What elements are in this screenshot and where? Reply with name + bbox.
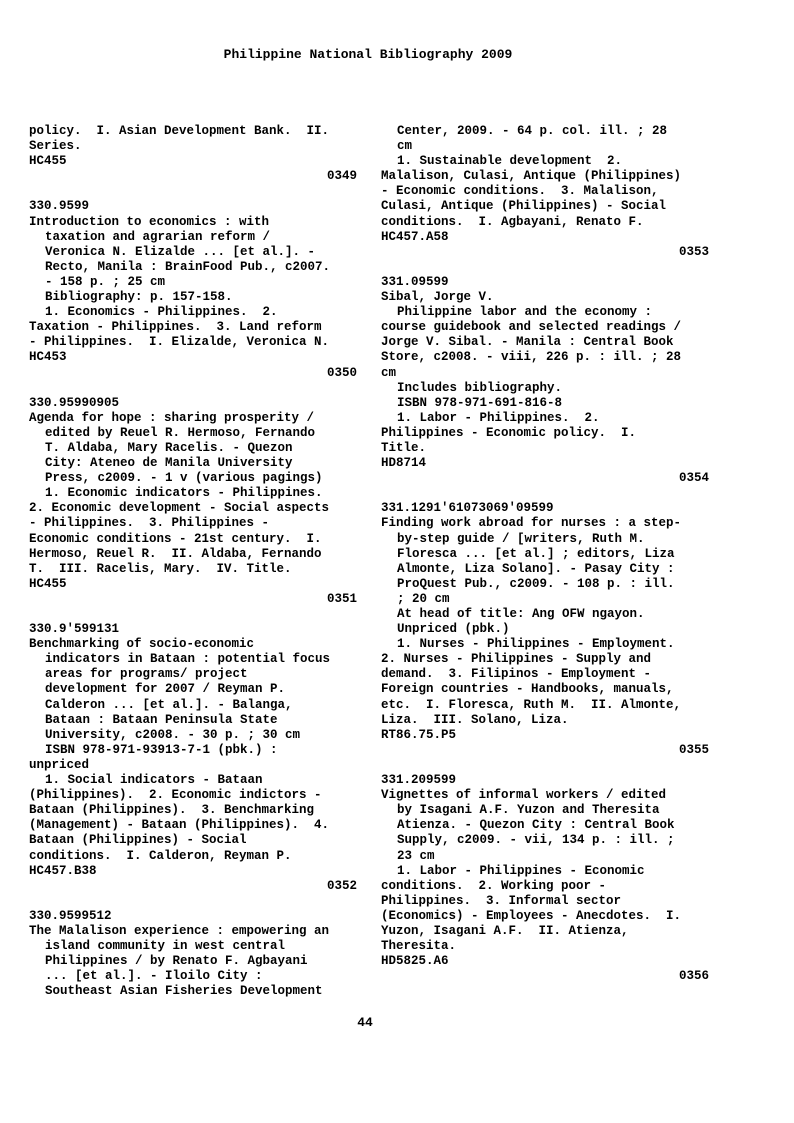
entry-line: Center, 2009. - 64 p. col. ill. ; 28 <box>397 124 668 138</box>
entry-line: etc. I. Floresca, Ruth M. II. Almonte, <box>381 697 682 712</box>
entry-line: Theresita. <box>381 939 457 954</box>
page-number: 44 <box>357 1015 373 1030</box>
entry-line: 1. Economics - Philippines. 2. <box>45 305 278 320</box>
entry-line: edited by Reuel R. Hermoso, Fernando <box>45 425 316 440</box>
entry-line: Hermoso, Reuel R. II. Aldaba, Fernando <box>29 546 322 561</box>
entry-line: Recto, Manila : BrainFood Pub., c2007. <box>45 259 331 274</box>
entry-line: Foreign countries - Handbooks, manuals, <box>381 682 674 697</box>
entry-line: 2. Economic development - Social aspects <box>29 501 330 516</box>
entry-line: conditions. I. Agbayani, Renato F. <box>381 214 644 229</box>
page-header-title: Philippine National Bibliography 2009 <box>223 47 513 62</box>
entry-line: 1. Nurses - Philippines - Employment. <box>397 637 675 652</box>
entry-line: Bibliography: p. 157-158. <box>45 290 233 305</box>
entry-number: 0350 <box>326 365 357 380</box>
entry-line: 330.9599 <box>29 199 90 214</box>
entry-line: HD5825.A6 <box>381 954 449 969</box>
entry-line: Almonte, Liza Solano]. - Pasay City : <box>397 561 675 576</box>
entry-line: Taxation - Philippines. 3. Land reform <box>29 320 322 335</box>
entry-line: 1. Sustainable development 2. <box>397 154 623 169</box>
entry-line: City: Ateneo de Manila University <box>45 456 293 471</box>
entry-line: HC457.A58 <box>381 229 449 244</box>
entry-number: 0349 <box>326 169 357 184</box>
entry-number: 0352 <box>326 878 357 893</box>
entry-line: taxation and agrarian reform / <box>45 229 271 244</box>
entry-line: 330.9'599131 <box>29 622 120 637</box>
entry-line: Bataan (Philippines) - Social <box>29 833 247 848</box>
entry-line: Calderon ... [et al.]. - Balanga, <box>45 697 293 712</box>
entry-line: - Philippines. I. Elizalde, Veronica N. <box>29 335 330 350</box>
entry-line: 1. Labor - Philippines. 2. <box>397 410 600 425</box>
entry-line: Benchmarking of socio-economic <box>29 637 255 652</box>
entry-line: Veronica N. Elizalde ... [et al.]. - <box>45 244 316 259</box>
entry-line: conditions. I. Calderon, Reyman P. <box>29 848 292 863</box>
entry-line: ... [et al.]. - Iloilo City : <box>45 969 263 984</box>
entry-line: University, c2008. - 30 p. ; 30 cm <box>45 727 301 742</box>
entry-line: ProQuest Pub., c2009. - 108 p. : ill. <box>397 576 675 591</box>
entry-line: Liza. III. Solano, Liza. <box>381 712 569 727</box>
entry-line: - Economic conditions. 3. Malalison, <box>381 184 659 199</box>
entry-line: Series. <box>29 139 82 154</box>
entry-line: Title. <box>381 440 427 455</box>
entry-line: (Management) - Bataan (Philippines). 4. <box>29 818 330 833</box>
entry-line: cm <box>397 139 413 154</box>
entry-number: 0355 <box>678 742 709 757</box>
entry-line: Bataan (Philippines). 3. Benchmarking <box>29 803 315 818</box>
entry-line: Floresca ... [et al.] ; editors, Liza <box>397 546 675 561</box>
entry-line: (Economics) - Employees - Anecdotes. I. <box>381 908 682 923</box>
entry-number: 0356 <box>678 969 709 984</box>
entry-line: ISBN 978-971-93913-7-1 (pbk.) : <box>45 742 278 757</box>
entry-line: HC457.B38 <box>29 863 97 878</box>
entry-line: Agenda for hope : sharing prosperity / <box>29 410 315 425</box>
entry-spacer <box>381 486 709 501</box>
entry-line: 330.9599512 <box>29 908 112 923</box>
bibliography-column-left <box>29 124 357 999</box>
entry-line: Jorge V. Sibal. - Manila : Central Book <box>381 335 674 350</box>
entry-spacer <box>29 381 357 396</box>
entry-line: HC455 <box>29 154 67 169</box>
entry-line: 331.09599 <box>381 274 449 289</box>
entry-line: 1. Economic indicators - Philippines. <box>45 486 323 501</box>
entry-line: 2. Nurses - Philippines - Supply and <box>381 652 652 667</box>
entry-line: cm <box>381 365 397 380</box>
entry-spacer <box>29 184 357 199</box>
entry-line: 1. Labor - Philippines - Economic <box>397 863 645 878</box>
entry-line: Introduction to economics : with <box>29 214 270 229</box>
entry-line: HC455 <box>29 576 67 591</box>
entry-line: Unpriced (pbk.) <box>397 622 510 637</box>
entry-line: Philippines - Economic policy. I. <box>381 425 637 440</box>
entry-line: HD8714 <box>381 456 427 471</box>
entry-line: HC453 <box>29 350 67 365</box>
entry-line: Bataan : Bataan Peninsula State <box>45 712 278 727</box>
entry-line: Press, c2009. - 1 v (various pagings) <box>45 471 323 486</box>
entry-line: demand. 3. Filipinos - Employment - <box>381 667 652 682</box>
entry-line: Southeast Asian Fisheries Development <box>45 984 323 999</box>
entry-line: island community in west central <box>45 939 286 954</box>
entry-number: 0353 <box>678 244 709 259</box>
entry-line: Includes bibliography. <box>397 380 563 395</box>
entry-line: (Philippines). 2. Economic indictors - <box>29 788 322 803</box>
entry-line: Philippines / by Renato F. Agbayani <box>45 954 308 969</box>
entry-line: RT86.75.P5 <box>381 727 457 742</box>
entry-line: 1. Social indicators - Bataan <box>45 773 263 788</box>
entry-number: 0351 <box>326 591 357 606</box>
entry-line: by Isagani A.F. Yuzon and Theresita <box>397 803 660 818</box>
entry-line: Philippine labor and the economy : <box>397 305 653 320</box>
entry-spacer <box>29 894 357 909</box>
entry-line: 331.209599 <box>381 773 457 788</box>
entry-line: indicators in Bataan : potential focus <box>45 652 331 667</box>
entry-line: ISBN 978-971-691-816-8 <box>397 395 563 410</box>
entry-line: development for 2007 / Reyman P. <box>45 682 286 697</box>
entry-line: At head of title: Ang OFW ngayon. <box>397 607 645 621</box>
entry-line: Atienza. - Quezon City : Central Book <box>397 818 675 833</box>
entry-line: T. Aldaba, Mary Racelis. - Quezon <box>45 440 293 455</box>
entry-line: 330.95990905 <box>29 395 120 410</box>
entry-line: policy. I. Asian Development Bank. II. <box>29 124 330 138</box>
entry-line: Supply, c2009. - vii, 134 p. : ill. ; <box>397 833 675 848</box>
entry-line: unpriced <box>29 757 90 772</box>
entry-spacer <box>381 758 709 773</box>
bibliography-column-right <box>381 124 709 984</box>
entry-line: T. III. Racelis, Mary. IV. Title. <box>29 561 292 576</box>
entry-line: Culasi, Antique (Philippines) - Social <box>381 199 667 214</box>
entry-spacer <box>29 607 357 622</box>
entry-line: Sibal, Jorge V. <box>381 290 494 305</box>
entry-line: Yuzon, Isagani A.F. II. Atienza, <box>381 923 629 938</box>
entry-line: Vignettes of informal workers / edited <box>381 788 667 803</box>
entry-line: by-step guide / [writers, Ruth M. <box>397 531 645 546</box>
entry-line: - Philippines. 3. Philippines - <box>29 516 270 531</box>
entry-number: 0354 <box>678 471 709 486</box>
entry-line: course guidebook and selected readings / <box>381 320 682 335</box>
entry-line: 331.1291'61073069'09599 <box>381 501 554 516</box>
entry-line: Store, c2008. - viii, 226 p. : ill. ; 28 <box>381 350 682 365</box>
entry-line: The Malalison experience : empowering an <box>29 923 330 938</box>
entry-line: - 158 p. ; 25 cm <box>45 274 166 289</box>
entry-line: conditions. 2. Working poor - <box>381 878 607 893</box>
entry-spacer <box>381 260 709 275</box>
entry-line: Economic conditions - 21st century. I. <box>29 531 322 546</box>
entry-line: Finding work abroad for nurses : a step- <box>381 516 682 531</box>
entry-line: 23 cm <box>397 848 435 863</box>
entry-line: Malalison, Culasi, Antique (Philippines) <box>381 169 682 184</box>
entry-line: ; 20 cm <box>397 591 450 606</box>
entry-line: areas for programs/ project <box>45 667 248 682</box>
entry-line: Philippines. 3. Informal sector <box>381 893 622 908</box>
